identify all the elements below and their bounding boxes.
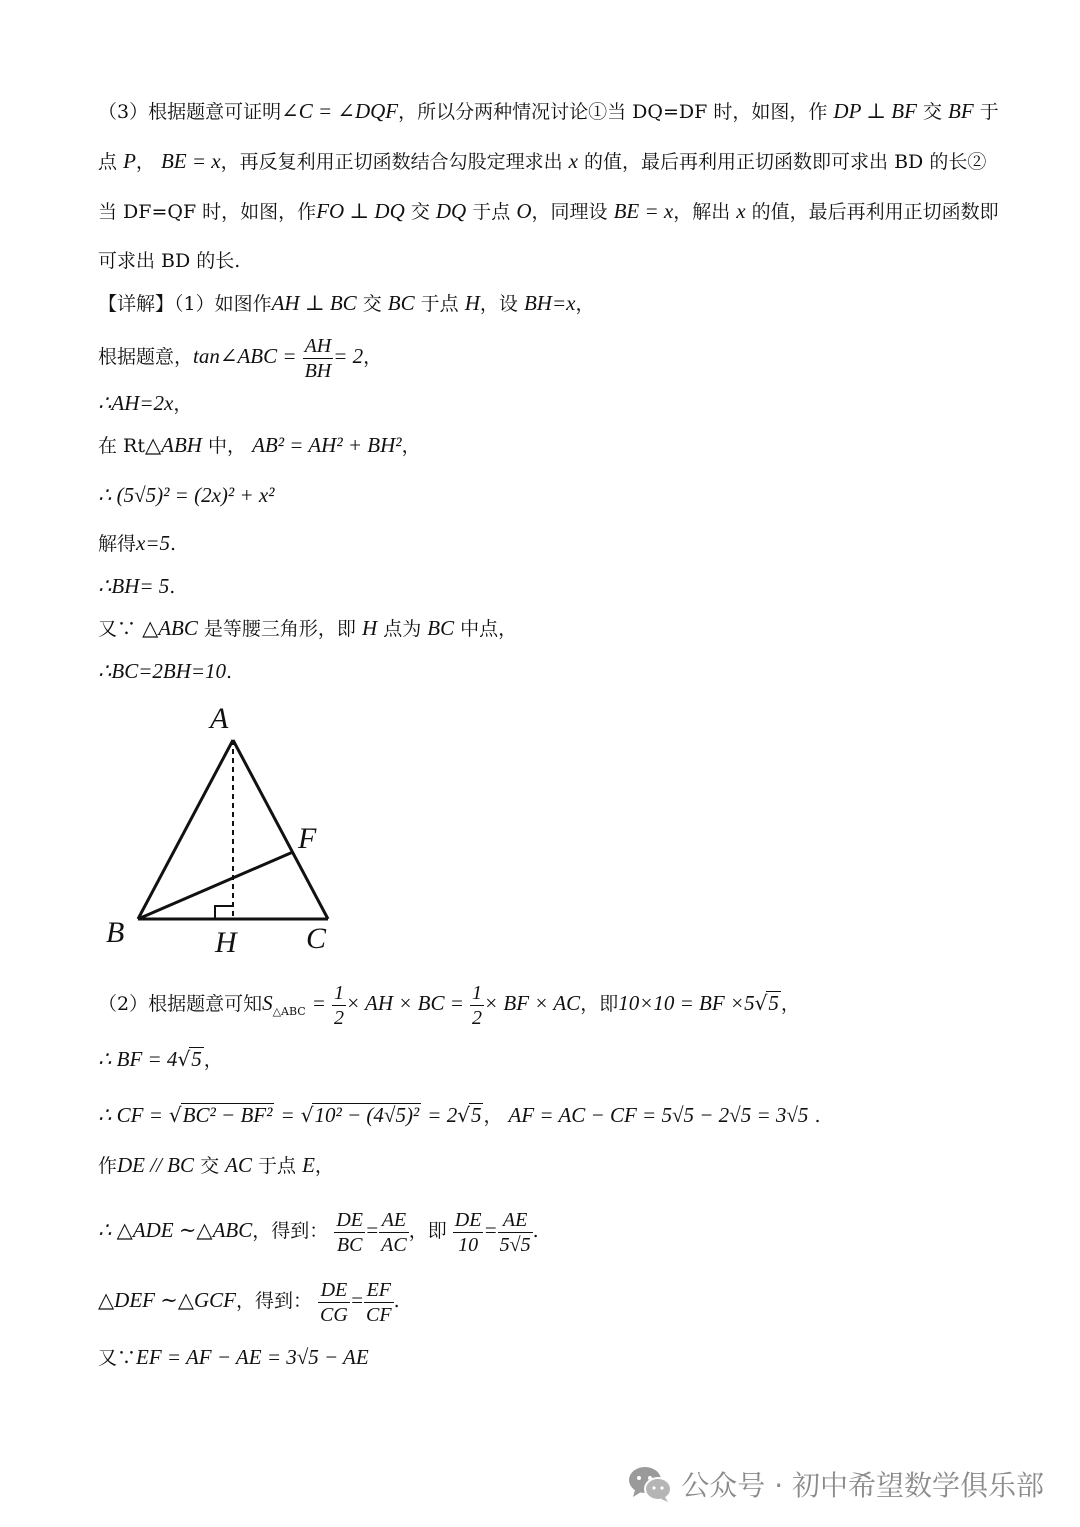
text-line: （2）根据题意可知$S_{\triangle ABC}$ = $\frac{1}{2}$ × AH × BC = $\frac{1}{2}$ × BF × AC，即10×10 = BF ×5√5 ， [98, 981, 800, 1029]
text-line: 解得x=5. [98, 531, 177, 555]
label-b: B [106, 916, 125, 949]
text-line: 根据题意，tan∠ABC = $\frac{AH}{BH}$ = 2， [98, 334, 383, 382]
watermark [627, 1464, 1044, 1504]
fraction: $\frac{1}{2}$ [471, 981, 482, 1029]
label-a: A [210, 702, 229, 735]
side-ab [138, 740, 233, 919]
text-line: 【详解】（1）如图作AH ⊥ BC 交 BC 于点 H，设 BH=x， [98, 291, 595, 315]
text-line: △DEF ∼△GCF，得到： $\frac{DE}{CG}$ = $\frac{EF}{CF}$ . [98, 1278, 400, 1326]
text-line: 可求出 BD 的长. [98, 250, 241, 272]
text-line: ∴AH=2x， [98, 391, 193, 415]
text-line: ∴ BF = 4√5 ， [98, 1047, 223, 1071]
triangle-figure [100, 700, 350, 965]
label-f: F [298, 822, 317, 855]
text-line: 作DE // BC 交 AC 于点 E， [98, 1153, 334, 1177]
wechat-icon [627, 1464, 673, 1504]
fraction: $\frac{AE}{AC}$ [381, 1208, 407, 1256]
fraction: $\frac{DE}{10}$ [454, 1208, 482, 1256]
text-line: （3）根据题意可证明∠C = ∠DQF，所以分两种情况讨论①当 DQ=DF 时，如图，作 DP ⊥ BF 交 BF 于 [98, 99, 999, 123]
right-angle-mark [215, 906, 233, 919]
text-line: 在 Rt△ABH 中， AB² = AH² + BH²， [98, 433, 421, 457]
text-line: 又∵EF = AF − AE = 3√5 − AE [98, 1345, 369, 1369]
text-line: ∴ CF = √BC² − BF² = √10² − (4√5)² = 2√5 ， AF = AC − CF = 5√5 − 2√5 = 3√5 . [98, 1103, 821, 1127]
watermark-text: 公众号 · 初中希望数学俱乐部 [681, 1469, 1044, 1502]
fraction: $\frac{AH}{BH}$ [304, 334, 332, 382]
text-line: 又∵ △ABC 是等腰三角形，即 H 点为 BC 中点， [98, 616, 518, 640]
text-line: ∴BH= 5. [98, 574, 176, 598]
text-line: ∴BC=2BH=10. [98, 659, 233, 683]
text-line: ∴ (5√5)² = (2x)² + x² [98, 483, 275, 507]
label-c: C [306, 922, 327, 955]
fraction: $\frac{EF}{CF}$ [366, 1278, 392, 1326]
fraction: $\frac{DE}{CG}$ [320, 1278, 348, 1326]
text-line: ∴ △ADE ∼△ABC，得到： $\frac{DE}{BC}$ = $\frac{AE}{AC}$ ，即 $\frac{DE}{10}$ = $\frac{AE}{5√5}$ . [98, 1208, 539, 1256]
fraction: $\frac{DE}{BC}$ [336, 1208, 363, 1256]
fraction: $\frac{AE}{5√5}$ [499, 1208, 531, 1256]
fraction: $\frac{1}{2}$ [333, 981, 344, 1029]
text-line: 点 P， BE = x，再反复利用正切函数结合勾股定理求出 x 的值，最后再利用正切函数即可求出 BD 的长② [98, 149, 987, 173]
text-line: 当 DF=QF 时，如图，作FO ⊥ DQ 交 DQ 于点 O，同理设 BE = x，解出 x 的值，最后再利用正切函数即 [98, 199, 999, 223]
label-h: H [215, 926, 237, 959]
